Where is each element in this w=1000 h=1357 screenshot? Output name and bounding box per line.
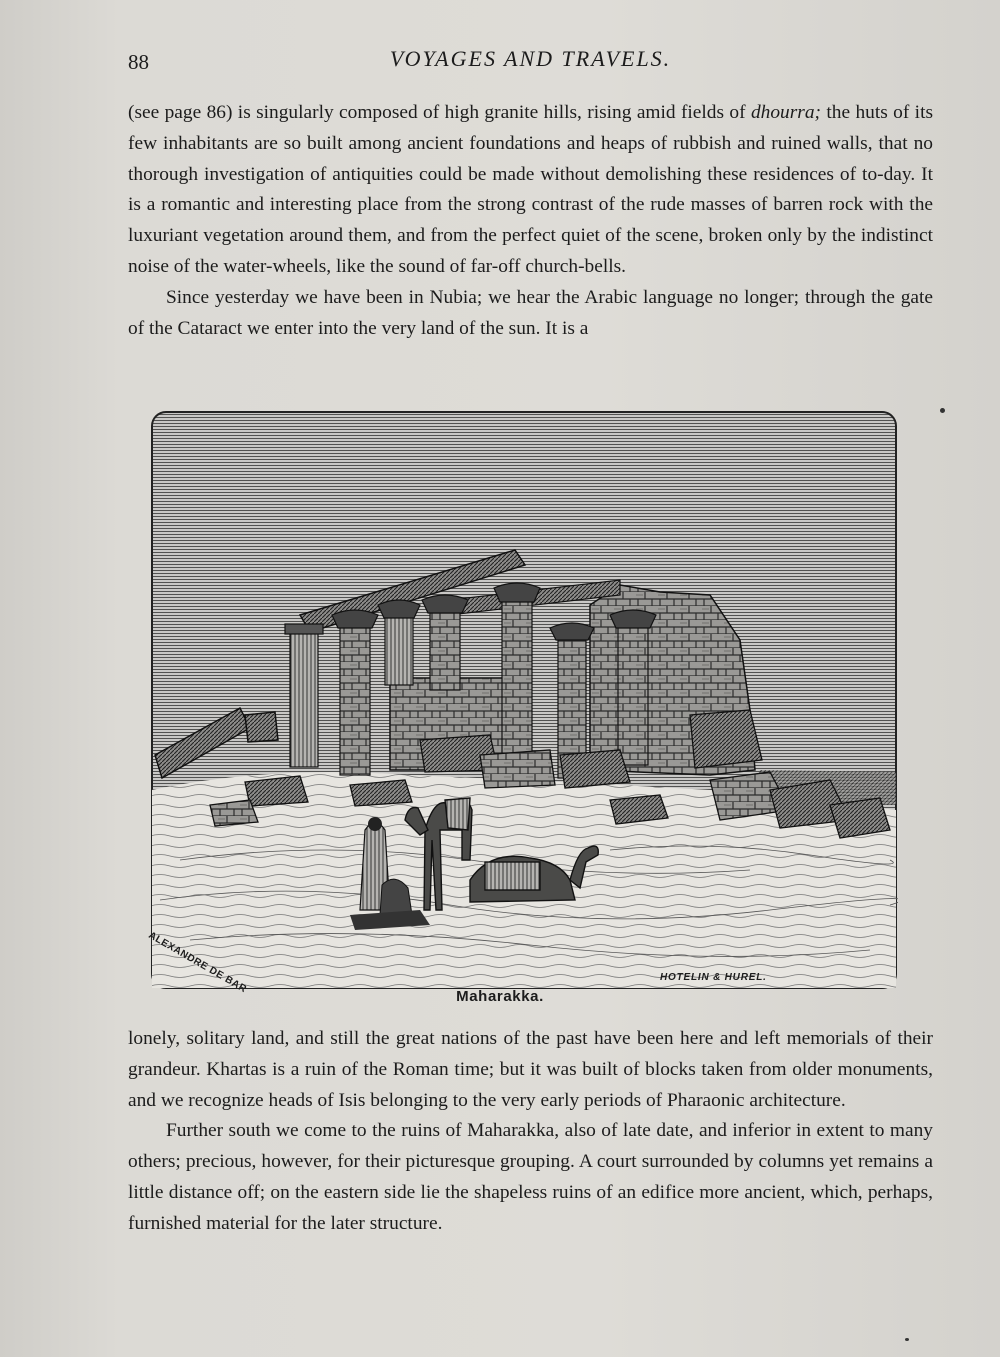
running-head	[128, 46, 933, 76]
page-number: 88	[128, 50, 149, 74]
temple-ruins-engraving	[150, 410, 898, 990]
engraver-signature-left: ALEXANDRE DE BAR	[146, 930, 249, 996]
specks	[940, 408, 945, 413]
paragraph-maharakka: Further south we come to the ruins of Maharakka, also of late date, and inferior in extent to many others; precious, however, for their picturesque grouping. A court surrounded by columns yet remains a little distance off; on the eastern side lie the shapeless ruins of an edifice more ancient, which, perhaps, furnished material for the later structure.	[128, 1120, 933, 1234]
figure-caption: Maharakka.	[456, 988, 544, 1005]
engraving-figure	[146, 410, 898, 996]
paragraph-lonely-land: lonely, solitary land, and still the great nations of the past have been here and left memorials of their grandeur. Khartas is a ruin of the Roman time; but it was built of blocks taken from older monuments, and we recognize heads of Isis belonging to the very early periods of Pharaonic architecture.	[128, 1028, 933, 1111]
paragraph-text-start: (see page 86) is singularly composed of high granite hills, rising amid fields of	[128, 102, 751, 123]
top-text-block	[128, 98, 933, 344]
italic-term: dhourra;	[750, 102, 821, 123]
specks	[905, 1338, 909, 1341]
bottom-text-block	[128, 1024, 933, 1240]
paragraph-text-end: the huts of its few inhabitants are so built among ancient foundations and heaps of rubbish and ruined walls, that no thorough investigation of antiquities could be made without demolishing these residences of to-day. It is a romantic and interesting place from the strong contrast of the rude masses of barren rock with the luxuriant vegetation around them, and from the perfect quiet of the scene, broken only by the indistinct noise of the water-wheels, like the sound of far-off church-bells.	[128, 102, 933, 277]
running-title: VOYAGES AND TRAVELS.	[389, 46, 672, 71]
paragraph-continued	[128, 98, 933, 283]
paragraph-nubia: Since yesterday we have been in Nubia; we hear the Arabic language no longer; through the gate of the Cataract we enter into the very land of the sun. It is a	[128, 286, 933, 339]
engraver-signature-right: HOTELIN & HUREL.	[660, 972, 767, 983]
